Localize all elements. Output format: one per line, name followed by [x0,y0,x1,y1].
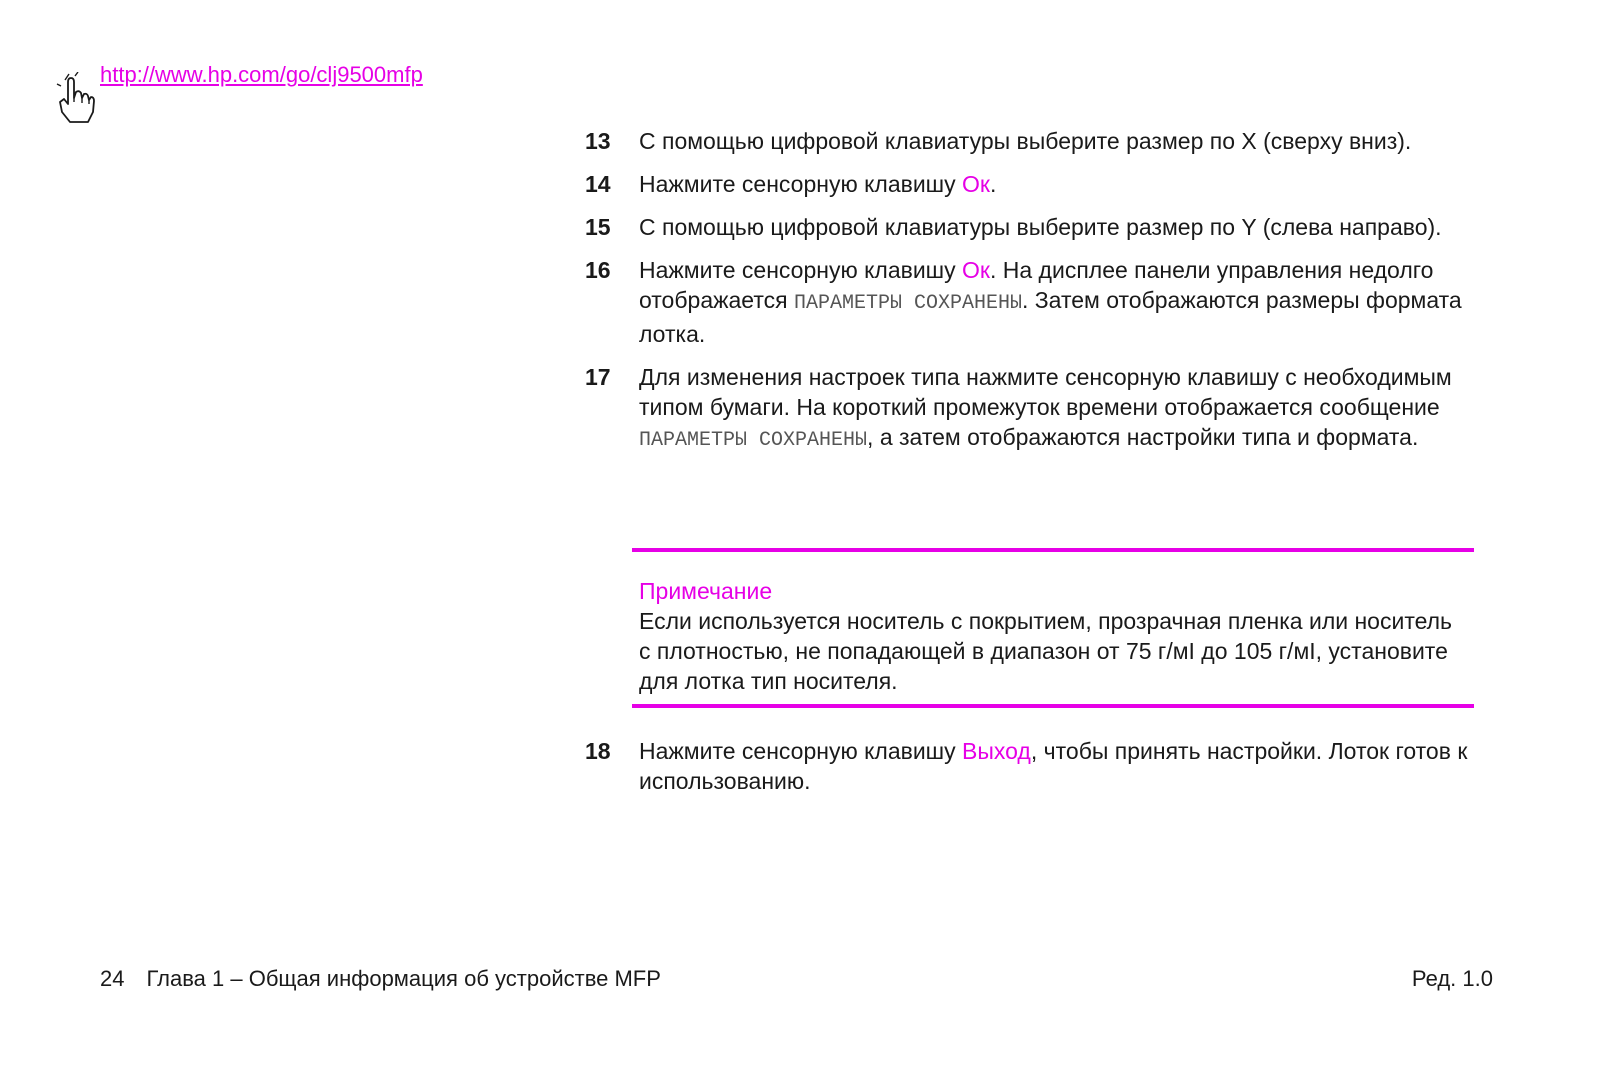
step-14 [585,169,1485,199]
step-number: 17 [585,364,611,390]
softkey-name: Ок [962,257,990,283]
step-text-part: Для изменения настроек типа нажмите сенсорную клавишу с необходимым типом бумаги. На короткий промежуток времени отображается сообщение [639,364,1452,420]
step-13 [585,126,1485,156]
page-number: 24 [100,966,125,991]
step-18-container [585,736,1485,809]
step-number: 15 [585,214,611,240]
step-text [639,736,1479,796]
note-bottom-rule [632,704,1474,708]
step-text-part: , чтобы принять настройки. Лоток готов к использованию. [639,738,1468,794]
step-text [639,362,1479,456]
step-text-part: , а затем отображаются настройки типа и формата. [867,424,1419,450]
step-16 [585,255,1485,349]
footer-chapter [100,966,661,992]
step-text-part: С помощью цифровой клавиатуры выберите размер по Y (слева направо). [639,214,1442,240]
step-17 [585,362,1485,456]
step-text [639,126,1479,156]
hp-support-link[interactable]: http://www.hp.com/go/clj9500mfp [100,62,423,87]
step-15 [585,212,1485,242]
softkey-name: Ок [962,171,990,197]
step-text-part: Нажмите сенсорную клавишу [639,171,963,197]
step-text-part: . На дисплее панели управления недолго отображается [639,257,1434,313]
step-text-part: Нажмите сенсорную клавишу [639,257,963,283]
chapter-title: Глава 1 – Общая информация об устройстве MFP [146,966,661,991]
step-number: 16 [585,257,611,283]
step-number: 13 [585,128,611,154]
softkey-name: Выход [962,738,1031,764]
display-message: ПАРАМЕТРЫ СОХРАНЕНЫ [639,429,868,452]
pointing-hand-icon [56,72,100,124]
step-text-part: С помощью цифровой клавиатуры выберите размер по X (сверху вниз). [639,128,1412,154]
step-number: 18 [585,738,611,764]
step-text-part: Нажмите сенсорную клавишу [639,738,963,764]
note-box [632,548,1474,708]
step-number: 14 [585,171,611,197]
display-message: ПАРАМЕТРЫ СОХРАНЕНЫ [793,292,1022,315]
step-text [639,255,1479,349]
note-top-rule [632,548,1474,552]
step-text-part: . Затем отображаются размеры формата лотка. [639,287,1462,347]
step-18 [585,736,1485,796]
steps-list [585,126,1485,469]
step-text-part: . [989,171,997,197]
footer-revision: Ред. 1.0 [1411,966,1493,991]
note-title: Примечание [639,578,773,604]
note-body: Если используется носитель с покрытием, прозрачная пленка или носитель с плотностью, не попадающей в диапазон от 75 г/мІ до 105 г/мІ, установите для лотка тип носителя. [639,608,1453,694]
step-text [639,212,1479,242]
step-text [639,169,1479,199]
